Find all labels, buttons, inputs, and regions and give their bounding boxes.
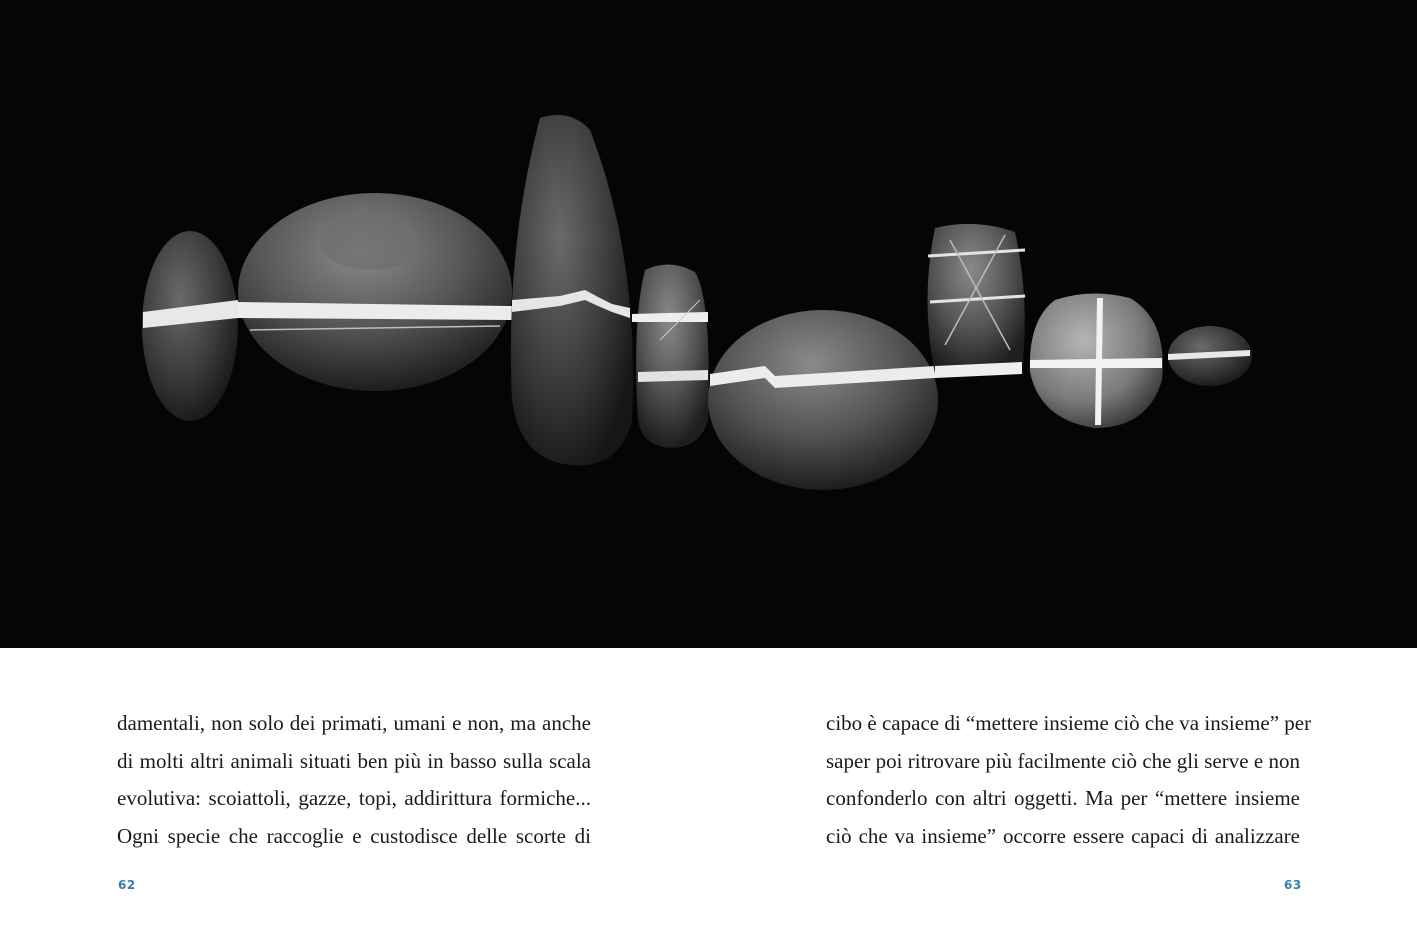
stone-2: [238, 193, 512, 391]
page-number-left: 62: [118, 878, 136, 892]
stone-3: [511, 115, 633, 466]
text-line: Ogni specie che raccoglie e custodisce delle scorte di: [117, 823, 591, 848]
stone-1: [142, 231, 238, 421]
stone-8: [1168, 326, 1252, 386]
text-line: confonderlo con altri oggetti. Ma per “mettere insieme: [826, 786, 1300, 810]
left-page-text: [117, 705, 591, 855]
text-line: saper poi ritrovare più facilmente ciò che gli serve e non: [826, 748, 1300, 773]
text-line: damentali, non solo dei primati, umani e non, ma anche: [117, 711, 591, 735]
stone-4: [632, 264, 709, 448]
stone-5: [708, 310, 938, 490]
stone-6: [928, 224, 1026, 378]
text-line: evolutiva: scoiattoli, gazze, topi, addirittura formiche...: [117, 786, 591, 810]
page-number-right: 63: [1284, 878, 1302, 892]
right-page-text: [826, 705, 1312, 855]
text-line: di molti altri animali situati ben più in basso sulla scala: [117, 748, 591, 773]
text-line: cibo è capace di “mettere insieme ciò che va insieme” per: [826, 711, 1312, 735]
stone-7: [1030, 293, 1163, 428]
text-line: ciò che va insieme” occorre essere capaci di analizzare: [826, 823, 1300, 848]
